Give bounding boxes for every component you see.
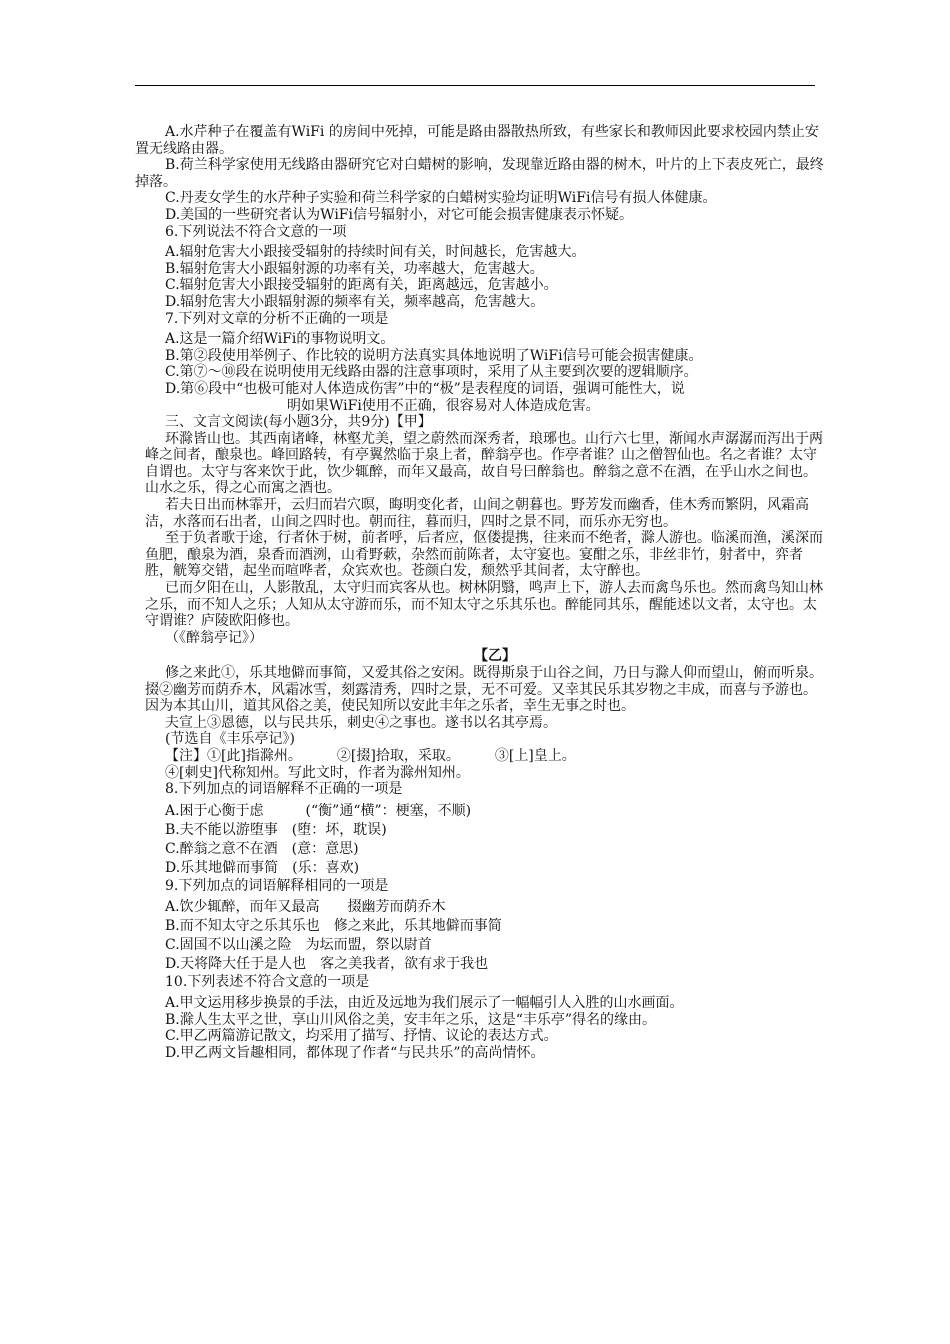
passage-jia: [145, 431, 825, 630]
yi-source: (节选自《丰乐亭记》): [165, 731, 295, 748]
q9-option-b: B.而不知太守之乐其乐也 修之来此，乐其地僻而事简: [165, 918, 502, 935]
passage-yi: [145, 665, 825, 731]
q7-option-d-continuation: 明如果WiFi使用不正确，很容易对人体造成危害。: [287, 397, 600, 414]
q7-option-c: C.第⑦～⑩段在说明使用无线路由器的注意事项时，采用了从主要到次要的逻辑顺序。: [165, 364, 698, 381]
q8-option-d: D.乐其地僻而事简 (乐：喜欢): [165, 859, 360, 876]
q9-stem: 9.下列加点的词语解释相同的一项是: [165, 877, 389, 894]
header-rule: [135, 85, 815, 86]
q5-option-a: A.水芹种子在覆盖有WiFi 的房间中死掉，可能是路由器散热所致，有些家长和教师因此要求校园内禁止安置无线路由器。: [135, 124, 819, 157]
jia-paragraph: 环滁皆山也。其西南诸峰，林壑尤美，望之蔚然而深秀者，琅琊也。山行六七里，渐闻水声潺潺而泻出于两峰之间者，酿泉也。峰回路转，有亭翼然临于泉上者，醉翁亭也。作亭者谁？山之僧智仙也。名之者谁？太守自谓也。太守与客来饮于此，饮少辄醉，而年又最高，故自号曰醉翁也。醉翁之意不在酒，在乎山水之间也。山水之乐，得之心而寓之酒也。: [145, 430, 823, 497]
q8-stem: 8.下列加点的词语解释不正确的一项是: [165, 781, 403, 798]
notes-line-2: ④[刺史]代称知州。写此文时，作者为滁州知州。: [165, 764, 470, 781]
q6-option-b: B.辐射危害大小跟辐射源的功率有关，功率越大，危害越大。: [165, 260, 544, 277]
q7-option-b: B.第②段使用举例子、作比较的说明方法真实具体地说明了WiFi信号可能会损害健康。: [165, 347, 703, 364]
q6-option-d: D.辐射危害大小跟辐射源的频率有关，频率越高，危害越大。: [165, 293, 545, 310]
page-content: [135, 124, 825, 1061]
q5-options: [135, 124, 825, 224]
notes-line-1: 【注】①[此]指滁州。 ②[掇]拾取，采取。 ③[上]皇上。: [165, 747, 576, 764]
q9-option-d: D.天将降大任于是人也 客之美我者，欲有求于我也: [165, 956, 489, 973]
question-9: [165, 878, 825, 975]
question-8: [165, 781, 825, 878]
q10-stem: 10.下列表述不符合文意的一项是: [165, 974, 370, 991]
q6-option-a: A.辐射危害大小跟接受辐射的持续时间有关，时间越长，危害越大。: [165, 244, 586, 261]
q6-stem: 6.下列说法不符合文意的一项: [165, 223, 347, 240]
q10-option-a: A.甲文运用移步换景的手法，由近及远地为我们展示了一幅幅引人入胜的山水画面。: [165, 994, 684, 1011]
q10-option-c: C.甲乙两篇游记散文，均采用了描写、抒情、议论的表达方式。: [165, 1028, 558, 1045]
section-3: [145, 414, 825, 781]
jia-source: （《醉翁亭记》）: [165, 629, 263, 646]
yi-paragraph: 夫宣上③恩德，以与民共乐，刺史④之事也。遂书以名其亭焉。: [165, 714, 557, 731]
q5-option-c: C.丹麦女学生的水芹种子实验和荷兰科学家的白蜡树实验均证明WiFi信号有损人体健康。: [165, 190, 717, 207]
q10-option-d: D.甲乙两文旨趣相同，都体现了作者“与民共乐”的高尚情怀。: [165, 1044, 545, 1061]
q9-option-a: A.饮少辄醉，而年又最高 掇幽芳而荫乔木: [165, 899, 446, 916]
section-3-heading: 三、文言文阅读(每小题3分，共9分)【甲】: [165, 414, 432, 431]
q5-option-b: B.荷兰科学家使用无线路由器研究它对白蜡树的影响，发现靠近路由器的树木，叶片的上下表皮死亡，最终掉落。: [135, 157, 824, 190]
q6-option-c: C.辐射危害大小跟接受辐射的距离有关，距离越远，危害越小。: [165, 277, 558, 294]
q7-stem: 7.下列对文章的分析不正确的一项是: [165, 310, 389, 327]
jia-paragraph: 已而夕阳在山，人影散乱，太守归而宾客从也。树林阴翳，鸣声上下，游人去而禽鸟乐也。然而禽鸟知山林之乐，而不知人之乐；人知从太守游而乐，而不知太守之乐其乐也。醉能同其乐，醒能述以文者，太守也。太守谓谁？庐陵欧阳修也。: [145, 580, 823, 630]
q9-option-c: C.固国不以山溪之险 为坛而盟，祭以尉首: [165, 937, 432, 954]
jia-paragraph: 若夫日出而林霏开，云归而岩穴暝，晦明变化者，山间之朝暮也。野芳发而幽香，佳木秀而繁阴，风霜高洁，水落而石出者，山间之四时也。朝而往，暮而归，四时之景不同，而乐亦无穷也。: [145, 497, 809, 530]
question-10: [165, 974, 825, 1061]
question-6: [165, 224, 825, 311]
jia-paragraph: 至于负者歌于途，行者休于树，前者呼，后者应，伛偻提携，往来而不绝者，滁人游也。临溪而渔，溪深而鱼肥，酿泉为酒，泉香而酒洌，山肴野蔌，杂然而前陈者，太守宴也。宴酣之乐，非丝非竹，射者中，弈者胜，觥筹交错，起坐而喧哗者，众宾欢也。苍颜白发，颓然乎其间者，太守醉也。: [145, 530, 823, 580]
q8-option-a: A.困于心衡于虑 (“衡”通“横”：梗塞，不顺): [165, 802, 472, 819]
q8-option-b: B.夫不能以游堕事 (堕：坏，耽误): [165, 821, 387, 838]
q7-option-a: A.这是一篇介绍WiFi的事物说明文。: [165, 331, 395, 348]
yi-paragraph: 修之来此①，乐其地僻而事简，又爱其俗之安闲。既得斯泉于山谷之间，乃日与滁人仰而望山，俯而听泉。掇②幽芳而荫乔木，风霜冰雪，刻露清秀，四时之景，无不可爱。又幸其民乐其岁物之丰成，而喜与予游也。因为本其山川，道其风俗之美，使民知所以安此丰年之乐者，幸生无事之时也。: [145, 665, 823, 715]
q10-option-b: B.滁人生太平之世，享山川风俗之美，安丰年之乐，这是“丰乐亭”得名的缘由。: [165, 1011, 657, 1028]
q5-option-d: D.美国的一些研究者认为WiFi信号辐射小，对它可能会损害健康表示怀疑。: [165, 206, 633, 223]
q7-option-d: D.第⑥段中“也极可能对人体造成伤害”中的“极”是表程度的词语，强调可能性大，说: [165, 380, 685, 397]
question-7: [165, 311, 825, 415]
yi-heading: 【乙】: [474, 648, 516, 665]
q8-option-c: C.醉翁之意不在酒 (意：意思): [165, 840, 359, 857]
